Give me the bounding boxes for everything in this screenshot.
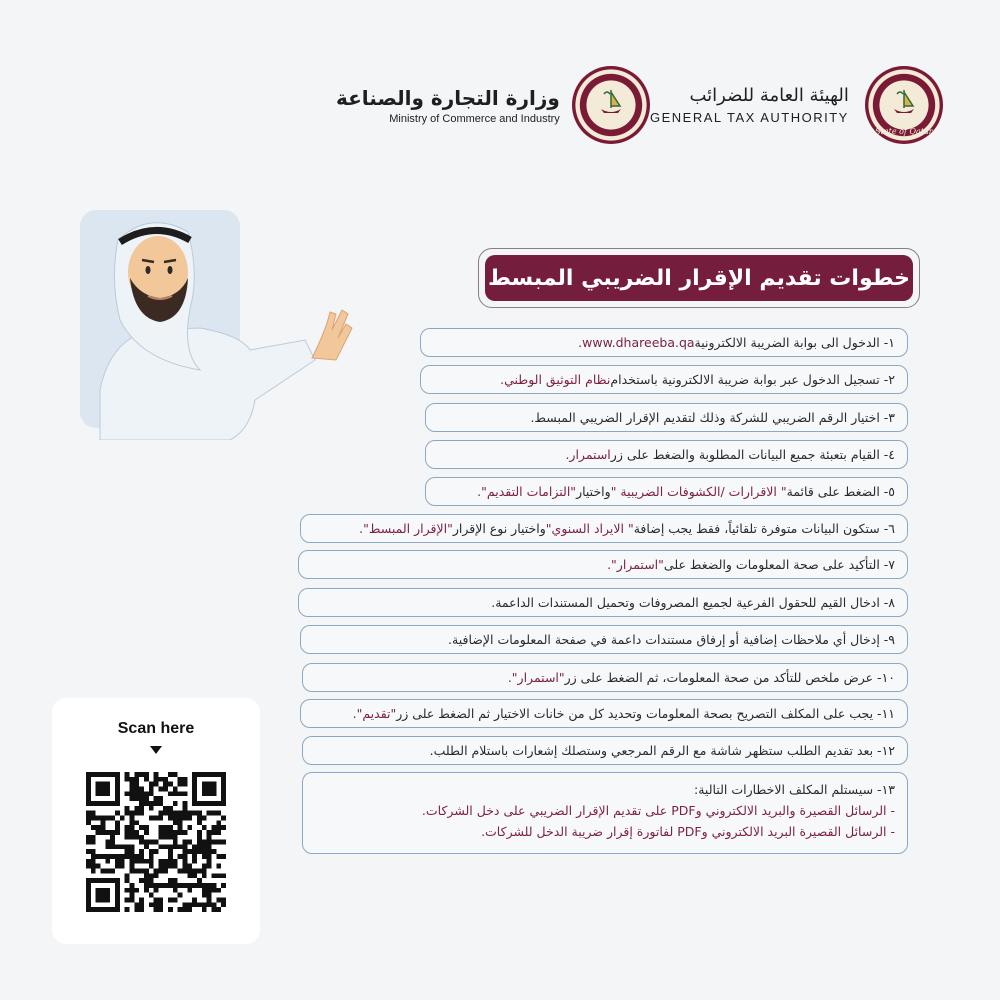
step-5 (425, 477, 908, 506)
step-text-2: واختيار (576, 484, 611, 499)
authority-logo-group (650, 66, 943, 144)
step-text: ١- الدخول الى بوابة الضريبة الالكترونية (694, 335, 895, 350)
step-text: ١٢- بعد تقديم الطلب ستظهر شاشة مع الرقم المرجعي وستصلك إشعارات باستلام الطلب. (429, 743, 895, 758)
step-text: ١٠- عرض ملخص للتأكد من صحة المعلومات، ثم الضغط على زر (564, 670, 895, 685)
ministry-name-en: Ministry of Commerce and Industry (389, 112, 560, 125)
presenter-character-illustration (80, 200, 360, 440)
step-text: ٣- اختيار الرقم الضريبي للشركة وذلك لتقديم الإقرار الضريبي المبسط. (530, 410, 895, 425)
step-highlight: استمرار. (565, 447, 611, 462)
step-11 (300, 699, 908, 728)
step-text: ٧- التأكيد على صحة المعلومات والضغط على (663, 557, 895, 572)
step-highlight-2: "التزامات التقديم". (477, 484, 577, 499)
step-10 (302, 663, 908, 692)
step-7 (298, 550, 908, 579)
step-highlight: نظام التوثيق الوطني. (500, 372, 611, 387)
ministry-logo-group (336, 66, 650, 144)
authority-seal-logo (865, 66, 943, 144)
step-13-item-2: - الرسائل القصيرة البريد الالكتروني وPDF لفاتورة إقرار ضريبة الدخل للشركات. (481, 824, 895, 839)
title-box (478, 248, 920, 308)
authority-name (650, 85, 849, 125)
step-6 (300, 514, 908, 543)
scan-here-label: Scan here (117, 720, 195, 737)
step-text: ٥- الضغط على قائمة (786, 484, 895, 499)
step-text: ٢- تسجيل الدخول عبر بوابة ضريبة الالكترونية باستخدام (610, 372, 895, 387)
down-arrow-icon (150, 746, 162, 754)
step-highlight-2: "الإقرار المبسط". (359, 521, 453, 536)
step-text: ٦- ستكون البيانات متوفرة تلقائياً، فقط يجب إضافة (633, 521, 895, 536)
step-text-2: واختيار نوع الإقرار (452, 521, 546, 536)
ministry-seal-logo (572, 66, 650, 144)
authority-name-ar: الهيئة العامة للضرائب (689, 85, 849, 106)
step-1 (420, 328, 908, 357)
page-title: خطوات تقديم الإقرار الضريبي المبسط (485, 255, 913, 301)
step-13 (302, 772, 908, 854)
step-4 (425, 440, 908, 469)
step-12 (302, 736, 908, 765)
step-highlight: " الايراد السنوي" (545, 521, 634, 536)
authority-seal-text: State of Qatar (875, 127, 933, 136)
step-8 (298, 588, 908, 617)
step-13-item-1: - الرسائل القصيرة والبريد الالكتروني وPDF على تقديم الإقرار الضريبي على دخل الشركات. (421, 803, 895, 818)
ministry-name (336, 86, 560, 125)
step-13-text: ١٣- سيستلم المكلف الاخطارات التالية: (694, 782, 895, 797)
step-9 (300, 625, 908, 654)
step-highlight: " الاقرارات /الكشوفات الضريبية " (610, 484, 787, 499)
step-link: www.dhareeba.qa. (578, 335, 695, 350)
step-text: ٩- إدخال أي ملاحظات إضافية أو إرفاق مستندات داعمة في صفحة المعلومات الإضافية. (448, 632, 895, 647)
step-highlight: "استمرار". (507, 670, 565, 685)
step-highlight: "تقديم". (352, 706, 397, 721)
step-highlight: "استمرار". (607, 557, 664, 572)
authority-name-en: GENERAL TAX AUTHORITY (650, 110, 849, 125)
step-2 (420, 365, 908, 394)
qr-code[interactable] (86, 772, 226, 912)
step-3 (425, 403, 908, 432)
ministry-name-ar: وزارة التجارة والصناعة (336, 85, 560, 110)
step-text: ٤- القيام بتعبئة جميع البيانات المطلوبة والضغط على زر (610, 447, 895, 462)
step-text: ٨- ادخال القيم للحقول الفرعية لجميع المصروفات وتحميل المستندات الداعمة. (491, 595, 895, 610)
step-text: ١١- يجب على المكلف التصريح بصحة المعلومات وتحديد كل من خانات الاختيار ثم الضغط على زر (396, 706, 895, 721)
